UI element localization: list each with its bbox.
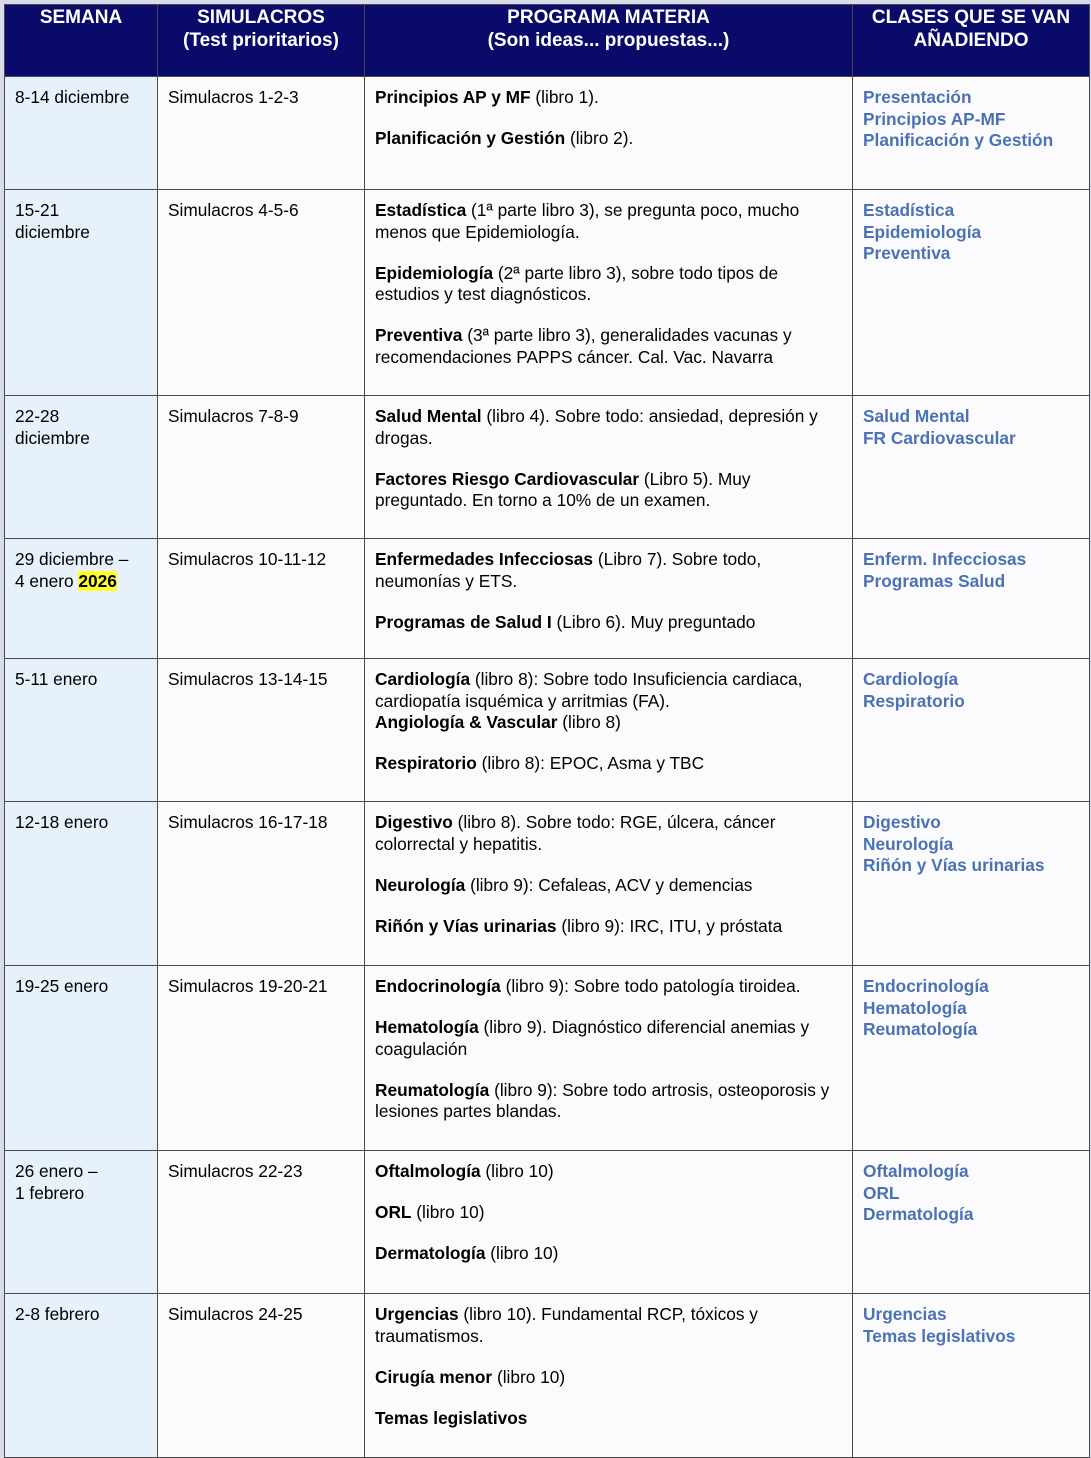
week-cell [5,1294,158,1458]
classes-cell [853,966,1090,1151]
class-item: Oftalmología [863,1161,969,1181]
program-detail: (libro 8). Sobre todo: RGE, úlcera, cáncer colorrectal y hepatitis. [375,812,776,854]
program-subject: Cirugía menor [375,1366,493,1387]
table-row [5,1151,1090,1294]
header-clases-line2: AÑADIENDO [913,30,1029,51]
header-programa [365,5,853,77]
table-row [5,539,1090,659]
program-subject: Temas legislativos [375,1407,528,1428]
class-item: Hematología [863,997,967,1018]
program-subject: Preventiva [375,325,463,345]
program-cell [365,1294,853,1458]
program-subject: Digestivo [375,812,453,832]
week-cell [5,539,158,659]
program-detail: (libro 8): Sobre todo Insuficiencia cardiaca, cardiopatía isquémica y arritmias (FA). [375,669,803,711]
classes-cell [853,396,1090,539]
program-entry [375,263,842,306]
program-subject: Programas de Salud I [375,611,552,632]
program-subject: Planificación y Gestión [375,128,566,148]
week-line2: diciembre [15,427,90,448]
program-subject: Reumatología [375,1079,490,1100]
program-subject: ORL [375,1202,412,1222]
program-entry [375,469,842,512]
year-highlight: 2026 [78,570,117,591]
class-item: Dermatología [863,1204,974,1224]
program-detail: (Libro 6). Muy preguntado [551,611,756,632]
program-subject: Oftalmología [375,1161,481,1181]
week-line1: 26 enero – [15,1161,98,1181]
header-programa-line2: (Son ideas... propuestas...) [487,30,730,51]
program-detail: (libro 1). [530,87,599,107]
simulacros-cell: Simulacros 22-23 [158,1151,365,1294]
header-semana: SEMANA [5,5,158,77]
program-entry [375,1367,842,1389]
table-row [5,396,1090,539]
classes-cell [853,1151,1090,1294]
class-item: Endocrinología [863,976,989,996]
class-item: Cardiología [863,669,959,689]
week-line1: 12-18 enero [15,812,109,832]
classes-cell [853,77,1090,190]
class-item: Digestivo [863,812,941,832]
class-item: Preventiva [863,243,951,263]
classes-cell [853,539,1090,659]
program-subject: Hematología [375,1017,479,1037]
week-line1: 5-11 enero [15,669,98,689]
program-detail: (libro 10) [485,1243,559,1263]
week-line1: 8-14 diciembre [15,87,130,107]
program-entry [375,712,842,734]
simulacros-cell: Simulacros 7-8-9 [158,396,365,539]
classes-cell [853,190,1090,396]
program-detail: (libro 2). [565,128,634,148]
program-entry [375,812,842,855]
week-cell [5,77,158,190]
program-detail: (3ª parte libro 3), generalidades vacunas y recomendaciones PAPPS cáncer. Cal. Vac. Navarra [375,325,792,367]
class-item: FR Cardiovascular [863,427,1016,448]
program-subject: Neurología [375,874,466,895]
program-cell [365,802,853,966]
program-entry [375,1304,842,1347]
header-clases-line1: CLASES QUE SE VAN [871,7,1071,28]
program-cell [365,396,853,539]
week-cell [5,802,158,966]
class-item: Salud Mental [863,406,970,426]
program-cell [365,966,853,1151]
program-entry [375,1080,842,1123]
header-programa-line1: PROGRAMA MATERIA [507,7,710,28]
program-detail: (libro 9): IRC, ITU, y próstata [556,915,783,936]
class-item: Reumatología [863,1019,978,1039]
table-row [5,802,1090,966]
program-entry [375,976,842,998]
program-entry [375,1408,842,1430]
week-line1: 19-25 enero [15,976,109,996]
program-cell [365,539,853,659]
week-cell [5,659,158,802]
week-line2 [15,571,147,593]
study-schedule-table [4,4,1090,1458]
class-item: Enferm. Infecciosas [863,549,1027,569]
table-row [5,966,1090,1151]
header-simulacros-line2: (Test prioritarios) [183,30,339,51]
program-subject: Estadística [375,200,467,220]
simulacros-cell: Simulacros 13-14-15 [158,659,365,802]
classes-cell [853,659,1090,802]
class-item: Presentación [863,87,972,107]
program-detail: (libro 10). Fundamental RCP, tóxicos y traumatismos. [375,1304,758,1346]
program-detail: (libro 10) [480,1161,554,1181]
classes-cell [853,802,1090,966]
week-cell [5,966,158,1151]
week-line2: diciembre [15,221,90,242]
program-entry [375,549,842,592]
week-cell [5,1151,158,1294]
program-detail: (libro 8) [557,712,621,732]
simulacros-cell: Simulacros 10-11-12 [158,539,365,659]
program-subject: Principios AP y MF [375,87,531,107]
week-line1: 15-21 [15,200,60,220]
header-simulacros [158,5,365,77]
program-entry [375,612,842,634]
header-clases [853,5,1090,77]
class-item: Respiratorio [863,690,965,711]
table-header-row [5,5,1090,77]
program-detail: (Libro 5). Muy preguntado. En torno a 10% de un examen. [375,468,751,510]
schedule-document [4,4,1089,1458]
class-item: Urgencias [863,1304,947,1324]
simulacros-cell: Simulacros 24-25 [158,1294,365,1458]
program-subject: Salud Mental [375,406,482,426]
simulacros-cell: Simulacros 16-17-18 [158,802,365,966]
simulacros-cell: Simulacros 4-5-6 [158,190,365,396]
program-cell [365,77,853,190]
class-item: Planificación y Gestión [863,130,1054,150]
simulacros-cell: Simulacros 1-2-3 [158,77,365,190]
program-entry [375,128,842,150]
program-detail: (2ª parte libro 3), sobre todo tipos de estudios y test diagnósticos. [375,262,779,304]
class-item: Principios AP-MF [863,108,1006,129]
program-subject: Enfermedades Infecciosas [375,549,594,569]
class-item: Riñón y Vías urinarias [863,855,1045,875]
program-subject: Angiología & Vascular [375,712,558,732]
class-item: Neurología [863,833,954,854]
program-subject: Riñón y Vías urinarias [375,915,557,936]
program-subject: Respiratorio [375,753,477,773]
program-detail: (1ª parte libro 3), se pregunta poco, mucho menos que Epidemiología. [375,200,800,242]
table-row [5,190,1090,396]
week-line1: 2-8 febrero [15,1304,100,1324]
table-row [5,659,1090,802]
class-item: ORL [863,1182,900,1203]
program-entry [375,406,842,449]
week-line1: 22-28 [15,406,60,426]
program-detail: (libro 9): Sobre todo artrosis, osteoporosis y lesiones partes blandas. [375,1079,830,1121]
table-row [5,1294,1090,1458]
program-entry [375,875,842,897]
program-entry [375,669,842,712]
program-subject: Epidemiología [375,262,494,283]
program-entry [375,87,842,109]
program-entry [375,325,842,368]
program-subject: Urgencias [375,1304,459,1324]
week-cell [5,396,158,539]
program-entry [375,753,842,775]
class-item: Estadística [863,200,955,220]
program-detail: (libro 10) [411,1202,485,1222]
program-cell [365,659,853,802]
program-subject: Dermatología [375,1243,486,1263]
program-subject: Factores Riesgo Cardiovascular [375,468,640,489]
program-entry [375,200,842,243]
program-cell [365,190,853,396]
classes-cell [853,1294,1090,1458]
program-detail: (Libro 7). Sobre todo, neumonías y ETS. [375,549,762,591]
class-item: Temas legislativos [863,1325,1016,1346]
class-item: Epidemiología [863,221,982,242]
program-detail: (libro 9). Diagnóstico diferencial anemias y coagulación [375,1017,810,1059]
program-detail: (libro 9): Cefaleas, ACV y demencias [465,874,753,895]
program-entry [375,1202,842,1224]
program-detail: (libro 9): Sobre todo patología tiroidea. [500,976,801,996]
program-entry [375,1243,842,1265]
program-detail: (libro 10) [492,1366,566,1387]
class-item: Programas Salud [863,570,1006,591]
week-line1: 29 diciembre – [15,549,129,569]
header-simulacros-line1: SIMULACROS [197,7,325,28]
simulacros-cell: Simulacros 19-20-21 [158,966,365,1151]
program-detail: (libro 8): EPOC, Asma y TBC [476,753,705,773]
table-row [5,77,1090,190]
week-line2: 1 febrero [15,1182,85,1203]
week-line2-prefix: 4 enero [15,570,79,591]
program-entry [375,1017,842,1060]
program-cell [365,1151,853,1294]
program-subject: Endocrinología [375,976,501,996]
program-detail: (libro 4). Sobre todo: ansiedad, depresión y drogas. [375,406,818,448]
program-subject: Cardiología [375,669,471,689]
week-cell [5,190,158,396]
program-entry [375,916,842,938]
program-entry [375,1161,842,1183]
